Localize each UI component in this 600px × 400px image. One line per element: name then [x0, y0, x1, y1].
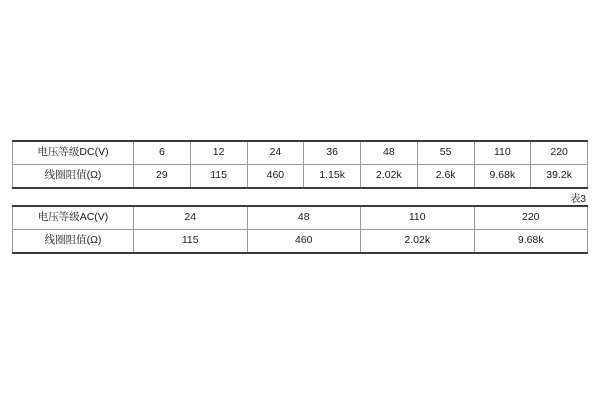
ac-voltage-cell: 220 — [474, 206, 588, 230]
ac-resistance-cell: 2.02k — [361, 230, 475, 254]
dc-voltage-cell: 55 — [417, 141, 474, 165]
table-row — [13, 141, 588, 165]
table-row — [13, 230, 588, 254]
ac-resistance-cell: 115 — [134, 230, 248, 254]
caption-row — [12, 189, 588, 205]
tables-container — [12, 140, 588, 254]
ac-voltage-cell: 110 — [361, 206, 475, 230]
dc-resistance-cell: 9.68k — [474, 165, 531, 189]
dc-voltage-cell: 36 — [304, 141, 361, 165]
dc-voltage-row-header: 电压等级DC(V) — [13, 141, 134, 165]
ac-voltage-cell: 24 — [134, 206, 248, 230]
dc-resistance-cell: 29 — [134, 165, 191, 189]
ac-voltage-row-header: 电压等级AC(V) — [13, 206, 134, 230]
table-caption: 表3 — [570, 194, 586, 205]
dc-voltage-cell: 6 — [134, 141, 191, 165]
table-row — [13, 206, 588, 230]
dc-resistance-cell: 2.6k — [417, 165, 474, 189]
ac-resistance-row-header: 线圈阻值(Ω) — [13, 230, 134, 254]
dc-resistance-cell: 115 — [190, 165, 247, 189]
dc-specification-table — [12, 140, 588, 189]
dc-resistance-cell: 2.02k — [361, 165, 418, 189]
dc-voltage-cell: 48 — [361, 141, 418, 165]
dc-resistance-cell: 39.2k — [531, 165, 588, 189]
ac-resistance-cell: 460 — [247, 230, 361, 254]
ac-resistance-cell: 9.68k — [474, 230, 588, 254]
ac-specification-table — [12, 205, 588, 254]
dc-resistance-cell: 1.15k — [304, 165, 361, 189]
table-row — [13, 165, 588, 189]
dc-voltage-cell: 12 — [190, 141, 247, 165]
dc-voltage-cell: 220 — [531, 141, 588, 165]
dc-resistance-row-header: 线圈阻值(Ω) — [13, 165, 134, 189]
dc-resistance-cell: 460 — [247, 165, 304, 189]
dc-voltage-cell: 110 — [474, 141, 531, 165]
ac-voltage-cell: 48 — [247, 206, 361, 230]
dc-voltage-cell: 24 — [247, 141, 304, 165]
